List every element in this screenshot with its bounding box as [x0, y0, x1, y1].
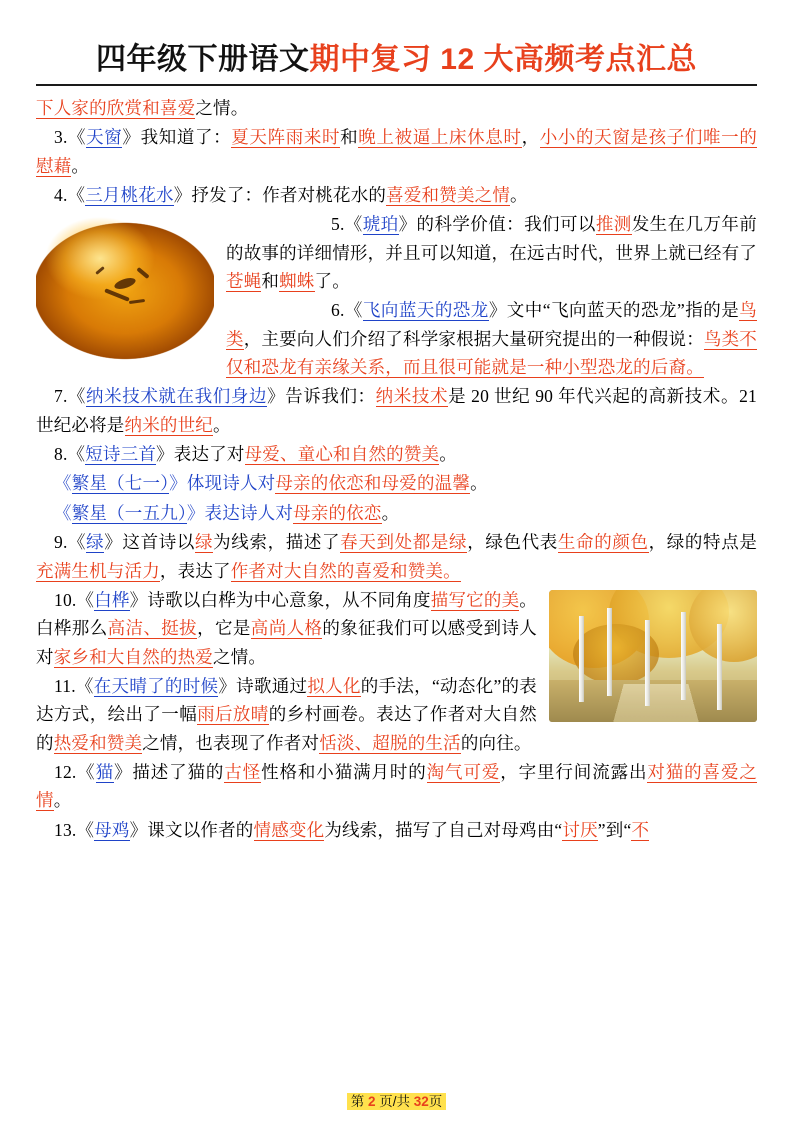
amber-inclusion	[95, 266, 105, 275]
paragraph-item-11: 11.《在天晴了的时候》诗歌通过拟人化的手法，“动态化”的表达方式，绘出了一幅雨后放晴的乡村画卷。表达了作者对大自然的热爱和赞美之情，也表现了作者对恬淡、超脱的生活的向往。	[36, 675, 538, 753]
page-footer	[0, 1090, 793, 1110]
birch-trunk	[607, 608, 612, 696]
path-shape	[613, 684, 699, 722]
paragraph-item-3: 3.《天窗》我知道了：夏天阵雨来时和晚上被逼上床休息时，小小的天窗是孩子们唯一的慰藉。	[36, 127, 758, 176]
document-body	[36, 94, 757, 844]
paragraph-star-159: 《繁星（一五九）》表达诗人对母亲的依恋。	[54, 502, 400, 523]
paragraph-item-8: 8.《短诗三首》表达了对母爱、童心和自然的赞美。	[54, 444, 457, 465]
birch-trunk	[681, 612, 686, 700]
paragraph-item-7: 7.《纳米技术就在我们身边》告诉我们：纳米技术是 20 世纪 90 年代兴起的高新技术。21 世纪必将是纳米的世纪。	[36, 386, 757, 435]
title-red-part: 期中复习 12 大高频考点汇总	[309, 43, 698, 76]
paragraph-item-6: 6.《飞向蓝天的恐龙》文中“飞向蓝天的恐龙”指的是鸟类，主要向人们介绍了科学家根据大量研究提出的一种假说：鸟类不仅和恐龙有亲缘关系，而且很可能就是一种小型恐龙的后裔。	[226, 300, 758, 378]
amber-inclusion	[128, 299, 144, 304]
birch-trunk	[579, 616, 584, 702]
paragraph-item-5: 5.《琥珀》的科学价值：我们可以推测发生在几万年前的故事的详细情形，并且可以知道，在远古时代，世界上就已经有了苍蝇和蜘蛛了。	[226, 214, 758, 292]
page-title	[36, 34, 757, 86]
birch-forest-autumn-photo	[549, 590, 757, 722]
paragraph-item-9: 9.《绿》这首诗以绿为线索，描述了春天到处都是绿，绿色代表生命的颜色，绿的特点是充满生机与活力，表达了作者对大自然的喜爱和赞美。	[36, 532, 758, 581]
page-number-badge: 第 2 页/共 32页	[347, 1093, 447, 1110]
paragraph-line-1: 下人家的欣赏和喜爱之情。	[36, 98, 249, 118]
birch-trunk	[645, 620, 650, 706]
paragraph-item-4: 4.《三月桃花水》抒发了：作者对桃花水的喜爱和赞美之情。	[54, 185, 528, 206]
paragraph-item-10: 10.《白桦》诗歌以白桦为中心意象，从不同角度描写它的美。白桦那么高洁、挺拔，它是高尚人格的象征我们可以感受到诗人对家乡和大自然的热爱之情。	[36, 589, 537, 667]
paragraph-item-12: 12.《猫》描述了猫的古怪性格和小猫满月时的淘气可爱，字里行间流露出对猫的喜爱之情。	[36, 761, 758, 811]
title-black-part: 四年级下册语文	[95, 43, 310, 76]
amber-inclusion	[113, 276, 137, 291]
amber-fossil-photo	[36, 214, 214, 362]
paragraph-item-13: 13.《母鸡》课文以作者的情感变化为线索，描写了自己对母鸡由“讨厌”到“不	[54, 819, 650, 840]
amber-inclusion	[104, 288, 130, 301]
amber-inclusion	[136, 267, 149, 279]
birch-trunk	[717, 624, 722, 710]
paragraph-star-71: 《繁星（七一）》体现诗人对母亲的依恋和母爱的温馨。	[54, 473, 488, 494]
